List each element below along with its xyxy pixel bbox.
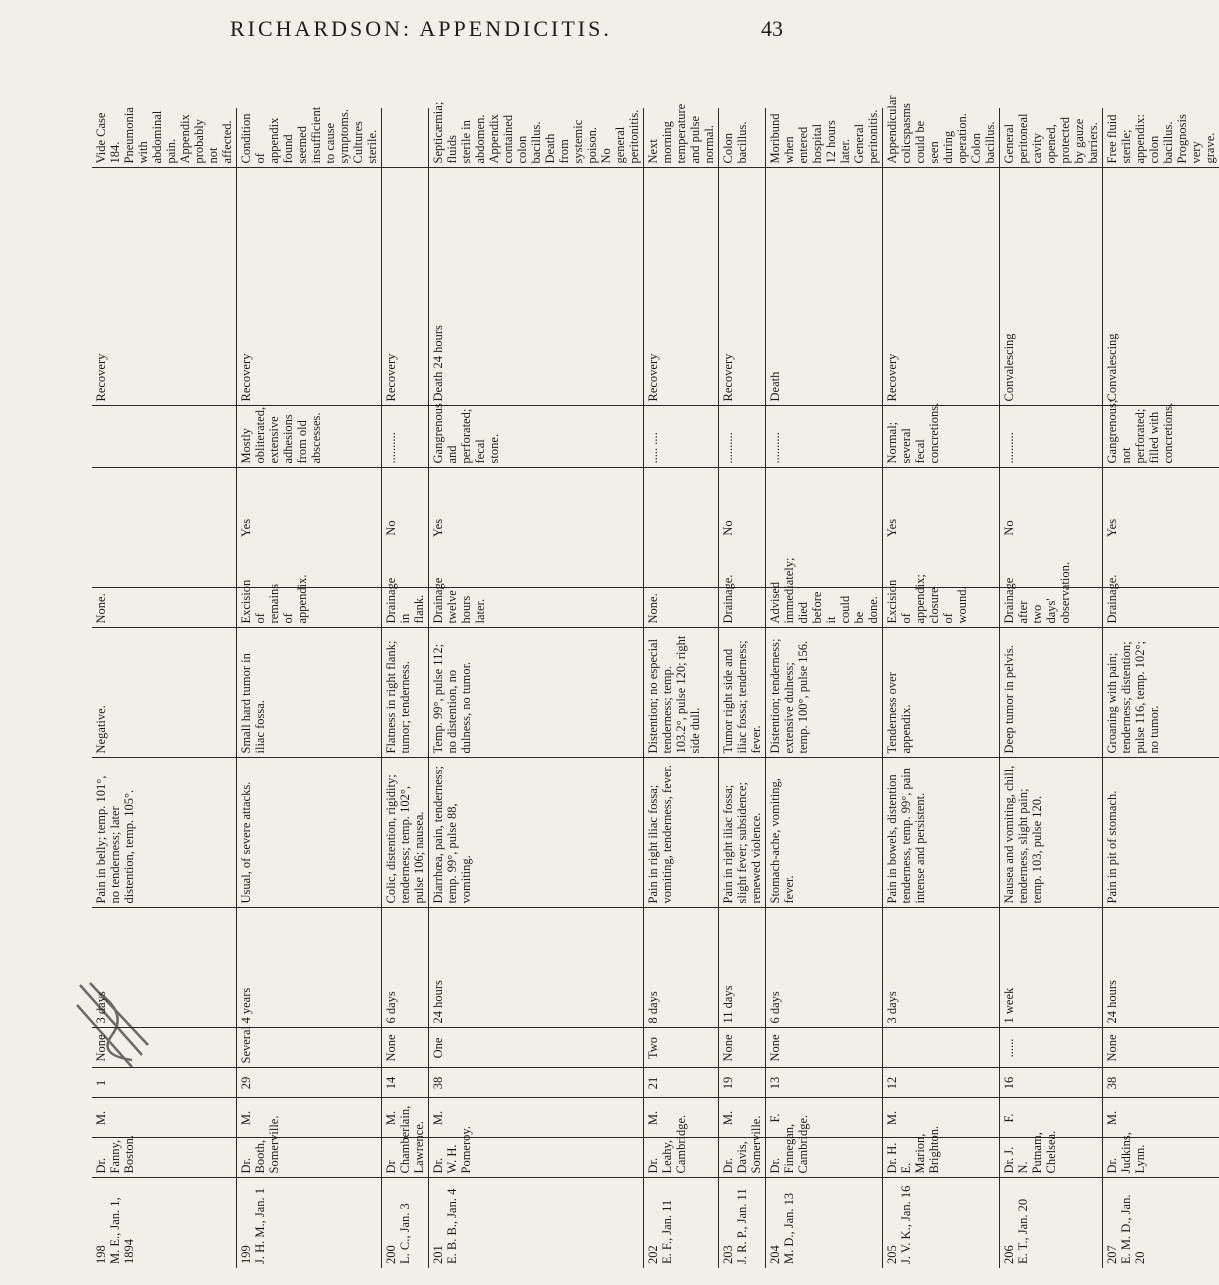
cell-remarks: Colon bacillus. — [719, 108, 766, 168]
cell-age: 13 — [766, 1068, 883, 1098]
cell-age: 38 — [429, 1068, 644, 1098]
cell-sex: M. — [92, 1098, 237, 1138]
cell-prev: None — [766, 1028, 883, 1068]
cell-prev: None — [719, 1028, 766, 1068]
cell-operation: Drainage twelve hours later. — [429, 588, 644, 628]
cell-age: 16 — [1000, 1068, 1103, 1098]
cell-result: Convalescing — [1103, 168, 1219, 406]
cell-operation: Drainage. — [719, 588, 766, 628]
cell-pus: No — [1000, 468, 1103, 588]
table-row — [719, 108, 766, 1268]
cell-result: Death — [766, 168, 883, 406]
cell-symptoms: Stomach-ache, vomiting, fever. — [766, 758, 883, 908]
cell-duration: 3 days — [883, 908, 1000, 1028]
case-id-cell — [429, 1178, 644, 1268]
cell-age: 38 — [1103, 1068, 1219, 1098]
cell-pus: No — [719, 468, 766, 588]
table-row — [237, 108, 382, 1268]
cell-prev: None — [92, 1028, 237, 1068]
cell-sex: F. — [1000, 1098, 1103, 1138]
case-number: 199 — [239, 1245, 253, 1264]
cell-appendix: Normal; several fecal concretions. — [883, 406, 1000, 468]
cell-prev — [883, 1028, 1000, 1068]
cell-remarks: Free fluid sterile; appendix: colon bacillus. Prognosis very grave. — [1103, 108, 1219, 168]
cell-prev: None — [1103, 1028, 1219, 1068]
cell-remarks: Vide Case 184. Pneumonia with abdominal pain. Appendix probably not affected. — [92, 108, 237, 168]
cell-appendix: ..... .... — [644, 406, 719, 468]
case-number: 200 — [384, 1245, 398, 1264]
case-table — [92, 95, 1217, 1268]
cell-result: Recovery — [883, 168, 1000, 406]
cell-age: 29 — [237, 1068, 382, 1098]
cell-symptoms: Pain in bowels, distention tenderness, temp. 99°, pain intense and persistent. — [883, 758, 1000, 908]
cell-duration: 6 days — [382, 908, 429, 1028]
case-id-cell — [883, 1178, 1000, 1268]
cell-operation: Excision of appendix; closure of wound. — [883, 588, 1000, 628]
case-number: 206 — [1002, 1245, 1016, 1264]
patient-initials: E. T., Jan. 20 — [1016, 1198, 1030, 1264]
cell-exam: Groaning with pain; tenderness; distention; pulse 116, temp. 102°; no tumor. — [1103, 628, 1219, 758]
cell-operation: Advised immediately; died before it could be done. — [766, 588, 883, 628]
cell-exam: Distention; tenderness; extensive dulness; temp. 100°, pulse 156. — [766, 628, 883, 758]
cell-sex: F. — [766, 1098, 883, 1138]
table-row — [644, 108, 719, 1268]
cell-sex: M. — [382, 1098, 429, 1138]
cell-result: Recovery — [382, 168, 429, 406]
case-id-cell — [719, 1178, 766, 1268]
cell-symptoms: Usual, of severe attacks. — [237, 758, 382, 908]
cell-physician: Dr Chamberlain, Lawrence. — [382, 1138, 429, 1178]
cell-exam: Negative. — [92, 628, 237, 758]
cell-duration: 4 years — [237, 908, 382, 1028]
cell-symptoms: Colic, distention, rigidity; tenderness; temp. 102°, pulse 106; nausea. — [382, 758, 429, 908]
cell-sex: M. — [429, 1098, 644, 1138]
cell-appendix: Gangrenous; not perforated; filled with concretions. — [1103, 406, 1219, 468]
cell-symptoms: Pain in pit of stomach. — [1103, 758, 1219, 908]
cell-operation: Excision of remains of appendix. — [237, 588, 382, 628]
cell-exam: Tumor right side and iliac fossa; tenderness; fever. — [719, 628, 766, 758]
cell-physician: Dr. Fanny, Boston. — [92, 1138, 237, 1178]
case-number: 203 — [721, 1245, 735, 1264]
patient-initials: M. D., Jan. 13 — [782, 1192, 796, 1264]
cell-age: 19 — [719, 1068, 766, 1098]
cell-prev: Two — [644, 1028, 719, 1068]
cell-symptoms: Pain in right iliac fossa; vomiting, tenderness, fever. — [644, 758, 719, 908]
case-id-cell — [644, 1178, 719, 1268]
cell-operation: None. — [92, 588, 237, 628]
cell-physician: Dr. Finnegan, Cambridge. — [766, 1138, 883, 1178]
cell-exam: Flatness in right flank; tumor; tenderness. — [382, 628, 429, 758]
table-row — [429, 108, 644, 1268]
cell-appendix: Gangrenous and perforated; fecal stone. — [429, 406, 644, 468]
case-number: 202 — [646, 1245, 660, 1264]
page-number: 43 — [761, 16, 783, 41]
cell-prev: One — [429, 1028, 644, 1068]
cell-sex: M. — [237, 1098, 382, 1138]
cell-pus: Yes — [883, 468, 1000, 588]
cell-prev: ...... — [1000, 1028, 1103, 1068]
cell-remarks: Appendicular colicspasms could be seen during operation. Colon bacillus. — [883, 108, 1000, 168]
cell-age: 14 — [382, 1068, 429, 1098]
patient-initials: J. H. M., Jan. 1 — [253, 1187, 267, 1264]
cell-result: Recovery — [92, 168, 237, 406]
cell-pus — [92, 468, 237, 588]
table-row — [883, 108, 1000, 1268]
cell-operation: Drainage. — [1103, 588, 1219, 628]
case-id-cell — [92, 1178, 237, 1268]
case-number: 201 — [431, 1245, 445, 1264]
cell-duration: 3 days — [92, 908, 237, 1028]
cell-remarks: General peritoneal cavity opened, protected by gauze barriers. — [1000, 108, 1103, 168]
cell-exam: Distention; no especial tenderness; temp. 103.2°, pulse 120; right side dull. — [644, 628, 719, 758]
cell-appendix: Mostly obliterated, extensive adhesions from old abscesses. — [237, 406, 382, 468]
cell-duration: 24 hours — [429, 908, 644, 1028]
cell-duration: 24 hours — [1103, 908, 1219, 1028]
patient-initials: M. E., Jan. 1, 1894 — [108, 1197, 136, 1264]
cell-result: Recovery — [237, 168, 382, 406]
cell-symptoms: Nausea and vomiting, chill, tenderness, slight pain; temp. 103, pulse 120. — [1000, 758, 1103, 908]
patient-initials: J. V. K., Jan. 16 — [899, 1185, 913, 1264]
cell-duration: 1 week — [1000, 908, 1103, 1028]
cell-exam: Deep tumor in pelvis. — [1000, 628, 1103, 758]
cell-prev: None — [382, 1028, 429, 1068]
patient-initials: E. F., Jan. 11 — [660, 1199, 674, 1264]
patient-initials: E. B. B., Jan. 4 — [445, 1188, 459, 1264]
table-row — [1000, 108, 1103, 1268]
cell-sex: M. — [644, 1098, 719, 1138]
case-id-cell — [382, 1178, 429, 1268]
patient-initials: E. M. D., Jan. 20 — [1119, 1194, 1147, 1264]
case-id-cell — [237, 1178, 382, 1268]
cell-physician: Dr. W. H. Pomeroy. — [429, 1138, 644, 1178]
patient-initials: L. C., Jan. 3 — [398, 1203, 412, 1264]
cell-appendix: .......... — [1000, 406, 1103, 468]
cell-exam: Tenderness over appendix. — [883, 628, 1000, 758]
cell-operation: Drainage in flank. — [382, 588, 429, 628]
cell-physician: Dr. Judkins, Lynn. — [1103, 1138, 1219, 1178]
cell-appendix: .......... — [719, 406, 766, 468]
cell-operation: Drainage after two days' observation. — [1000, 588, 1103, 628]
cell-physician: Dr. Leahy, Cambridge. — [644, 1138, 719, 1178]
case-id-cell — [766, 1178, 883, 1268]
cell-physician: Dr. Booth, Somerville. — [237, 1138, 382, 1178]
cell-pus: Yes — [237, 468, 382, 588]
cell-remarks: Condition of appendix found seemed insufficient to cause symptoms. Cultures sterile. — [237, 108, 382, 168]
cell-remarks: Septicæmia; fluids sterile in abdomen. Appendix contained colon bacillus. Death from systemic poison. No general peritonitis. — [429, 108, 644, 168]
cell-exam: Temp. 99°, pulse 112; no distention, no dulness, no tumor. — [429, 628, 644, 758]
cell-result: Convalescing — [1000, 168, 1103, 406]
cell-physician: Dr. J. N. Putnam, Chelsea. — [1000, 1138, 1103, 1178]
cell-age: 12 — [883, 1068, 1000, 1098]
cell-duration: 8 days — [644, 908, 719, 1028]
cell-result: Death 24 hours — [429, 168, 644, 406]
cell-appendix: .......... — [382, 406, 429, 468]
cell-result: Recovery — [644, 168, 719, 406]
table-row — [1103, 108, 1219, 1268]
cell-operation: None. — [644, 588, 719, 628]
patient-initials: J. R. P., Jan. 11 — [735, 1188, 749, 1264]
cell-symptoms: Diarrhœa, pain, tenderness; temp. 99°, pulse 88, vomiting. — [429, 758, 644, 908]
case-number: 205 — [885, 1245, 899, 1264]
cell-age: 1 — [92, 1068, 237, 1098]
cell-pus — [644, 468, 719, 588]
table-row — [382, 108, 429, 1268]
page-header — [0, 8, 801, 52]
running-title: RICHARDSON: APPENDICITIS. — [230, 16, 612, 41]
cell-remarks: Moribund when entered hospital 12 hours later. General peritonitis. — [766, 108, 883, 168]
cell-symptoms: Pain in right iliac fossa; slight fever; subsidence; renewed violence. — [719, 758, 766, 908]
case-number: 204 — [768, 1245, 782, 1264]
cell-remarks — [382, 108, 429, 168]
cell-duration: 11 days — [719, 908, 766, 1028]
cell-result: Recovery — [719, 168, 766, 406]
table-row — [766, 108, 883, 1268]
cell-duration: 6 days — [766, 908, 883, 1028]
cell-sex: M. — [883, 1098, 1000, 1138]
cell-sex: M. — [719, 1098, 766, 1138]
cell-pus: Yes — [1103, 468, 1219, 588]
cell-age: 21 — [644, 1068, 719, 1098]
cell-prev: Several — [237, 1028, 382, 1068]
case-number: 207 — [1105, 1245, 1119, 1264]
table-row — [92, 108, 237, 1268]
cell-symptoms: Pain in belly; temp. 101°, no tenderness; later distention, temp. 105°. — [92, 758, 237, 908]
cell-physician: Dr. Davis, Somerville. — [719, 1138, 766, 1178]
cell-exam: Small hard tumor in iliac fossa. — [237, 628, 382, 758]
case-id-cell — [1103, 1178, 1219, 1268]
cell-remarks: Next morning temperature and pulse normal. — [644, 108, 719, 168]
cell-appendix: .......... — [766, 406, 883, 468]
cell-sex: M. — [1103, 1098, 1219, 1138]
cell-physician: Dr. H. E. Marion, Brighton. — [883, 1138, 1000, 1178]
case-number: 198 — [94, 1245, 108, 1264]
cell-pus: Yes — [429, 468, 644, 588]
cell-pus: No — [382, 468, 429, 588]
case-id-cell — [1000, 1178, 1103, 1268]
cell-appendix — [92, 406, 237, 468]
